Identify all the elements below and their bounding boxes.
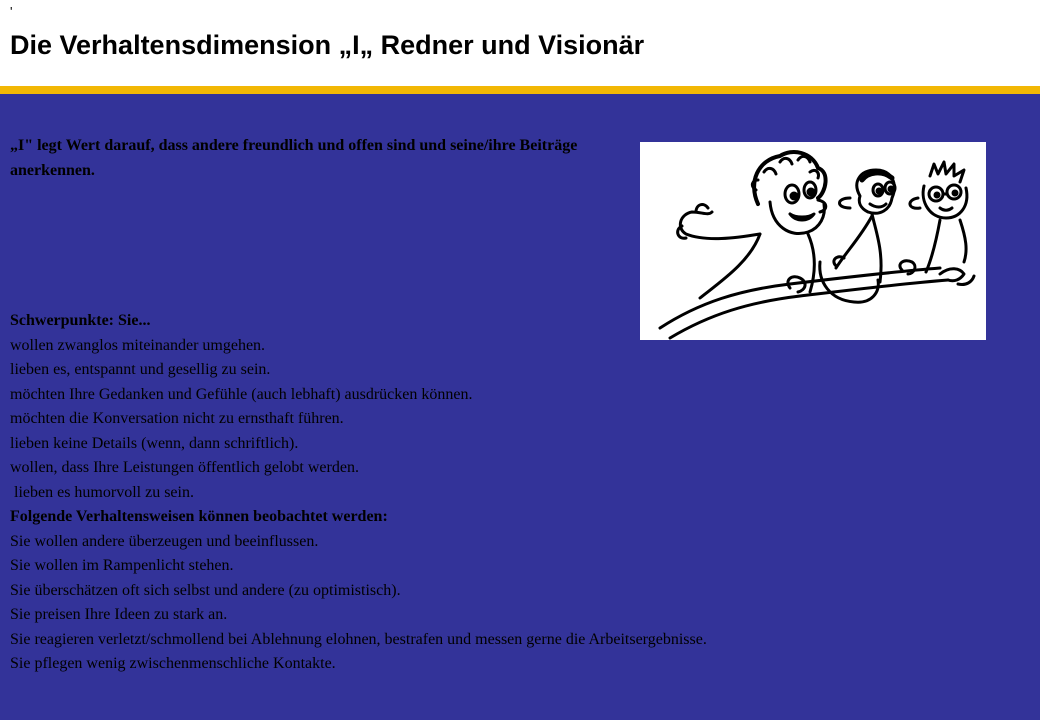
text-line: lieben es, entspannt und gesellig zu sein. bbox=[10, 361, 271, 378]
slide-header bbox=[0, 0, 1040, 88]
text-line: lieben keine Details (wenn, dann schriftlich). bbox=[10, 434, 299, 452]
text-line: möchten Ihre Gedanken und Gefühle (auch lebhaft) ausdrücken können. bbox=[10, 385, 473, 403]
text-line: Sie wollen andere überzeugen und beeinflussen. bbox=[10, 532, 319, 550]
text-line: Sie reagieren verletzt/schmollend bei Ablehnung elohnen, bestrafen und messen gerne die Arbeitsergebnisse. bbox=[10, 630, 707, 648]
text-line: wollen zwanglos miteinander umgehen. bbox=[10, 336, 266, 354]
text-line: Sie pflegen wenig zwischenmenschliche Kontakte. bbox=[10, 655, 336, 672]
section-heading-behaviors: Folgende Verhaltensweisen können beobachtet werden: bbox=[10, 508, 388, 525]
intro-text: „I" legt Wert darauf, dass andere freundlich und offen sind und seine/ihre Beiträge anerkennen. bbox=[10, 137, 578, 179]
text-line: Sie preisen Ihre Ideen zu stark an. bbox=[10, 606, 228, 623]
stray-mark: ' bbox=[10, 4, 13, 19]
slide-title: Die Verhaltensdimension „I„ Redner und Visionär bbox=[10, 30, 645, 60]
accent-bar bbox=[0, 86, 1040, 94]
text-line: wollen, dass Ihre Leistungen öffentlich gelobt werden. bbox=[10, 459, 359, 476]
text-line: lieben es humorvoll zu sein. bbox=[10, 483, 194, 501]
text-line: Sie überschätzen oft sich selbst und andere (zu optimistisch). bbox=[10, 581, 401, 599]
section-heading-focus: Schwerpunkte: Sie... bbox=[10, 312, 151, 329]
text-line: möchten die Konversation nicht zu ernsthaft führen. bbox=[10, 410, 344, 427]
content-lines bbox=[10, 309, 1030, 677]
text-line: Sie wollen im Rampenlicht stehen. bbox=[10, 557, 234, 574]
